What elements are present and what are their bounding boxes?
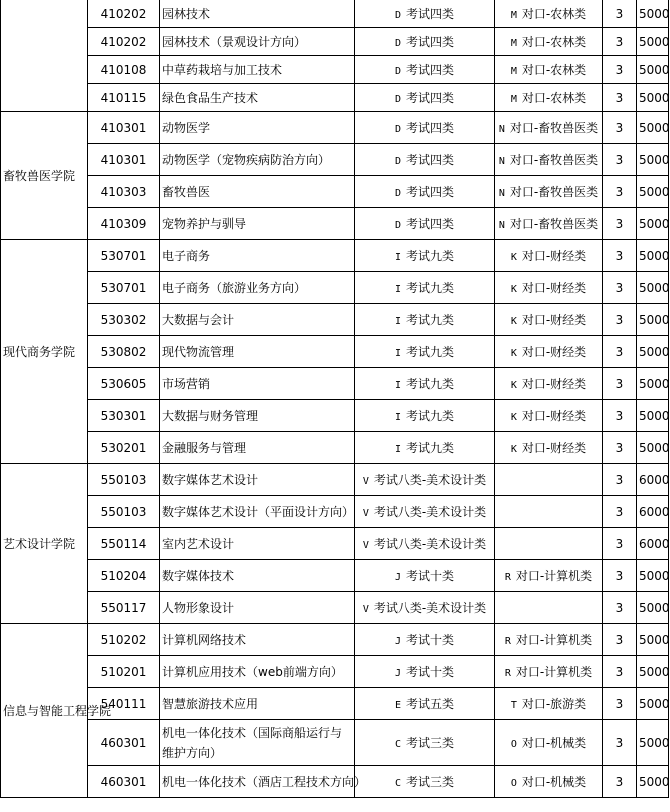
table-row [1,464,669,496]
major-code: 530605 [88,368,160,400]
major-code: 540111 [88,688,160,720]
major-name: 现代物流管理 [160,336,355,368]
direct-category-label: 对口-财经类 [521,409,587,423]
tuition-fee: 6000 [637,464,669,496]
college-cell [1,0,88,112]
exam-category-code: V [362,604,369,615]
exam-category [355,0,495,28]
exam-category [355,272,495,304]
exam-category [355,624,495,656]
exam-category-label: 考试四类 [406,153,455,167]
direct-category-code: N [498,124,505,135]
tuition-fee: 5000 [637,0,669,28]
direct-category [495,0,603,28]
major-name: 智慧旅游技术应用 [160,688,355,720]
major-name: 机电一体化技术（国际商船运行与维护方向） [160,720,355,766]
major-code: 530201 [88,432,160,464]
major-code: 530701 [88,240,160,272]
table-row [1,336,669,368]
direct-category-label: 对口-计算机类 [515,633,593,647]
study-years: 3 [603,720,637,766]
direct-category-label: 对口-财经类 [521,441,587,455]
major-name: 市场营销 [160,368,355,400]
major-code: 460301 [88,720,160,766]
exam-category-code: I [394,316,401,327]
table-row [1,112,669,144]
direct-category-label: 对口-计算机类 [515,665,593,679]
tuition-fee: 5000 [637,592,669,624]
exam-category [355,56,495,84]
major-name: 大数据与财务管理 [160,400,355,432]
major-name: 电子商务 [160,240,355,272]
exam-category [355,84,495,112]
study-years: 3 [603,28,637,56]
tuition-fee: 5000 [637,84,669,112]
major-name: 室内艺术设计 [160,528,355,560]
study-years: 3 [603,496,637,528]
direct-category [495,272,603,304]
exam-category [355,592,495,624]
exam-category-code: V [362,540,369,551]
direct-category-label: 对口-财经类 [521,345,587,359]
exam-category-label: 考试四类 [406,91,455,105]
direct-category-label: 对口-财经类 [521,313,587,327]
direct-category-label: 对口-畜牧兽医类 [509,121,599,135]
major-name: 园林技术（景观设计方向） [160,28,355,56]
exam-category-label: 考试四类 [406,35,455,49]
exam-category-label: 考试四类 [406,63,455,77]
exam-category-code: E [394,700,401,711]
direct-category [495,368,603,400]
direct-category-code: K [510,444,517,455]
study-years: 3 [603,208,637,240]
direct-category [495,592,603,624]
table-row [1,496,669,528]
major-name: 动物医学（宠物疾病防治方向） [160,144,355,176]
exam-category-code: D [394,188,401,199]
exam-category-label: 考试四类 [406,185,455,199]
tuition-fee: 5000 [637,240,669,272]
direct-category-label: 对口-农林类 [521,91,587,105]
direct-category-label: 对口-财经类 [521,249,587,263]
direct-category [495,176,603,208]
study-years: 3 [603,688,637,720]
exam-category-code: I [394,348,401,359]
study-years: 3 [603,766,637,798]
direct-category [495,496,603,528]
major-name: 园林技术 [160,0,355,28]
direct-category [495,336,603,368]
exam-category-label: 考试三类 [406,736,455,750]
tuition-fee: 5000 [637,720,669,766]
exam-category [355,304,495,336]
tuition-fee: 6000 [637,528,669,560]
tuition-fee: 5000 [637,272,669,304]
table-row [1,28,669,56]
exam-category-label: 考试三类 [406,775,455,789]
tuition-fee: 5000 [637,560,669,592]
exam-category-code: C [394,778,401,789]
exam-category [355,336,495,368]
major-name: 计算机应用技术（web前端方向） [160,656,355,688]
major-name: 金融服务与管理 [160,432,355,464]
exam-category-code: I [394,412,401,423]
exam-category-code: J [394,636,401,647]
study-years: 3 [603,176,637,208]
study-years: 3 [603,592,637,624]
table-row [1,592,669,624]
tuition-fee: 5000 [637,28,669,56]
tuition-fee: 5000 [637,688,669,720]
major-name: 计算机网络技术 [160,624,355,656]
study-years: 3 [603,304,637,336]
exam-category-code: D [394,10,401,21]
direct-category [495,432,603,464]
major-code: 530701 [88,272,160,304]
exam-category [355,496,495,528]
exam-category [355,766,495,798]
exam-category-code: J [394,572,401,583]
study-years: 3 [603,400,637,432]
major-name: 数字媒体技术 [160,560,355,592]
exam-category-label: 考试九类 [406,377,455,391]
exam-category-label: 考试八类-美术设计类 [373,473,487,487]
major-name: 数字媒体艺术设计 [160,464,355,496]
table-row [1,56,669,84]
exam-category [355,144,495,176]
direct-category-label: 对口-财经类 [521,377,587,391]
table-row [1,432,669,464]
direct-category [495,144,603,176]
study-years: 3 [603,144,637,176]
tuition-fee: 5000 [637,304,669,336]
exam-category [355,688,495,720]
table-row [1,624,669,656]
major-code: 410202 [88,0,160,28]
table-row [1,400,669,432]
exam-category-code: D [394,66,401,77]
major-code: 410108 [88,56,160,84]
table-row [1,84,669,112]
direct-category-code: K [510,348,517,359]
majors-table-body [1,0,669,798]
direct-category-code: M [510,94,517,105]
major-code: 510204 [88,560,160,592]
exam-category-label: 考试十类 [406,633,455,647]
exam-category [355,176,495,208]
study-years: 3 [603,112,637,144]
tuition-fee: 5000 [637,368,669,400]
tuition-fee: 5000 [637,112,669,144]
tuition-fee: 5000 [637,176,669,208]
major-name: 大数据与会计 [160,304,355,336]
college-cell: 现代商务学院 [1,240,88,464]
major-code: 460301 [88,766,160,798]
exam-category-label: 考试十类 [406,569,455,583]
major-code: 510201 [88,656,160,688]
tuition-fee: 5000 [637,656,669,688]
major-code: 410301 [88,112,160,144]
direct-category [495,624,603,656]
direct-category-code: K [510,252,517,263]
exam-category-label: 考试八类-美术设计类 [373,601,487,615]
direct-category-label: 对口-机械类 [521,775,587,789]
table-row [1,208,669,240]
direct-category-label: 对口-畜牧兽医类 [509,153,599,167]
exam-category-label: 考试四类 [406,7,455,21]
exam-category-label: 考试九类 [406,281,455,295]
major-name: 电子商务（旅游业务方向） [160,272,355,304]
exam-category-label: 考试八类-美术设计类 [373,537,487,551]
direct-category-code: K [510,380,517,391]
table-row [1,304,669,336]
major-code: 550103 [88,464,160,496]
major-name: 数字媒体艺术设计（平面设计方向） [160,496,355,528]
exam-category-label: 考试九类 [406,441,455,455]
direct-category-code: K [510,284,517,295]
direct-category [495,56,603,84]
study-years: 3 [603,656,637,688]
direct-category [495,560,603,592]
exam-category-code: D [394,94,401,105]
study-years: 3 [603,56,637,84]
table-row [1,144,669,176]
study-years: 3 [603,560,637,592]
exam-category-code: C [394,739,401,750]
major-code: 410301 [88,144,160,176]
study-years: 3 [603,84,637,112]
study-years: 3 [603,240,637,272]
direct-category-label: 对口-机械类 [521,736,587,750]
direct-category-code: N [498,156,505,167]
direct-category [495,112,603,144]
direct-category-label: 对口-畜牧兽医类 [509,217,599,231]
direct-category-label: 对口-畜牧兽医类 [509,185,599,199]
direct-category-code: M [510,66,517,77]
exam-category-label: 考试四类 [406,121,455,135]
direct-category-code: K [510,412,517,423]
major-code: 410115 [88,84,160,112]
direct-category [495,656,603,688]
direct-category [495,528,603,560]
exam-category-code: D [394,220,401,231]
tuition-fee: 5000 [637,56,669,84]
major-code: 510202 [88,624,160,656]
exam-category-code: I [394,444,401,455]
direct-category-code: M [510,38,517,49]
major-code: 530301 [88,400,160,432]
exam-category [355,112,495,144]
exam-category-label: 考试九类 [406,249,455,263]
exam-category [355,28,495,56]
direct-category [495,688,603,720]
study-years: 3 [603,272,637,304]
exam-category-code: D [394,156,401,167]
exam-category [355,368,495,400]
direct-category-label: 对口-农林类 [521,63,587,77]
major-code: 530802 [88,336,160,368]
direct-category-code: N [498,220,505,231]
table-row [1,176,669,208]
major-name: 机电一体化技术（酒店工程技术方向） [160,766,355,798]
major-name: 绿色食品生产技术 [160,84,355,112]
exam-category [355,400,495,432]
major-code: 410202 [88,28,160,56]
table-row [1,560,669,592]
exam-category-label: 考试八类-美术设计类 [373,505,487,519]
major-name: 人物形象设计 [160,592,355,624]
table-row [1,368,669,400]
major-code: 550114 [88,528,160,560]
table-row [1,656,669,688]
tuition-fee: 5000 [637,432,669,464]
exam-category [355,464,495,496]
study-years: 3 [603,336,637,368]
college-cell: 畜牧兽医学院 [1,112,88,240]
tuition-fee: 6000 [637,496,669,528]
direct-category-code: R [504,668,511,679]
exam-category [355,560,495,592]
major-name: 宠物养护与驯导 [160,208,355,240]
direct-category [495,208,603,240]
tuition-fee: 5000 [637,766,669,798]
exam-category [355,720,495,766]
major-code: 550103 [88,496,160,528]
exam-category-code: I [394,380,401,391]
direct-category [495,240,603,272]
tuition-fee: 5000 [637,144,669,176]
direct-category [495,766,603,798]
direct-category-label: 对口-旅游类 [521,697,587,711]
study-years: 3 [603,624,637,656]
tuition-fee: 5000 [637,624,669,656]
exam-category [355,432,495,464]
direct-category-label: 对口-计算机类 [515,569,593,583]
direct-category-code: O [510,739,517,750]
exam-category-code: I [394,284,401,295]
exam-category-label: 考试九类 [406,313,455,327]
tuition-fee: 5000 [637,400,669,432]
table-row [1,528,669,560]
study-years: 3 [603,0,637,28]
direct-category-code: N [498,188,505,199]
direct-category [495,464,603,496]
direct-category-label: 对口-农林类 [521,7,587,21]
exam-category-code: J [394,668,401,679]
exam-category-label: 考试五类 [406,697,455,711]
major-name: 畜牧兽医 [160,176,355,208]
table-row [1,0,669,28]
major-code: 550117 [88,592,160,624]
major-name: 中草药栽培与加工技术 [160,56,355,84]
direct-category [495,84,603,112]
exam-category-label: 考试十类 [406,665,455,679]
exam-category-label: 考试四类 [406,217,455,231]
exam-category [355,528,495,560]
direct-category [495,28,603,56]
tuition-fee: 5000 [637,336,669,368]
direct-category-label: 对口-农林类 [521,35,587,49]
exam-category [355,656,495,688]
study-years: 3 [603,528,637,560]
table-row [1,766,669,798]
major-code: 410309 [88,208,160,240]
tuition-fee: 5000 [637,208,669,240]
exam-category-label: 考试九类 [406,345,455,359]
study-years: 3 [603,464,637,496]
exam-category-code: I [394,252,401,263]
direct-category-code: R [504,636,511,647]
table-row [1,240,669,272]
direct-category-code: T [510,700,517,711]
direct-category-code: M [510,10,517,21]
exam-category [355,208,495,240]
college-cell: 艺术设计学院 [1,464,88,624]
exam-category-code: D [394,124,401,135]
major-code: 410303 [88,176,160,208]
table-row [1,720,669,766]
direct-category-label: 对口-财经类 [521,281,587,295]
exam-category-code: V [362,508,369,519]
exam-category-code: D [394,38,401,49]
direct-category [495,304,603,336]
major-name: 动物医学 [160,112,355,144]
direct-category-code: R [504,572,511,583]
direct-category-code: K [510,316,517,327]
study-years: 3 [603,368,637,400]
direct-category [495,720,603,766]
direct-category [495,400,603,432]
exam-category [355,240,495,272]
study-years: 3 [603,432,637,464]
table-row [1,272,669,304]
exam-category-code: V [362,476,369,487]
college-cell: 信息与智能工程学院 [1,624,88,798]
direct-category-code: O [510,778,517,789]
exam-category-label: 考试九类 [406,409,455,423]
major-code: 530302 [88,304,160,336]
